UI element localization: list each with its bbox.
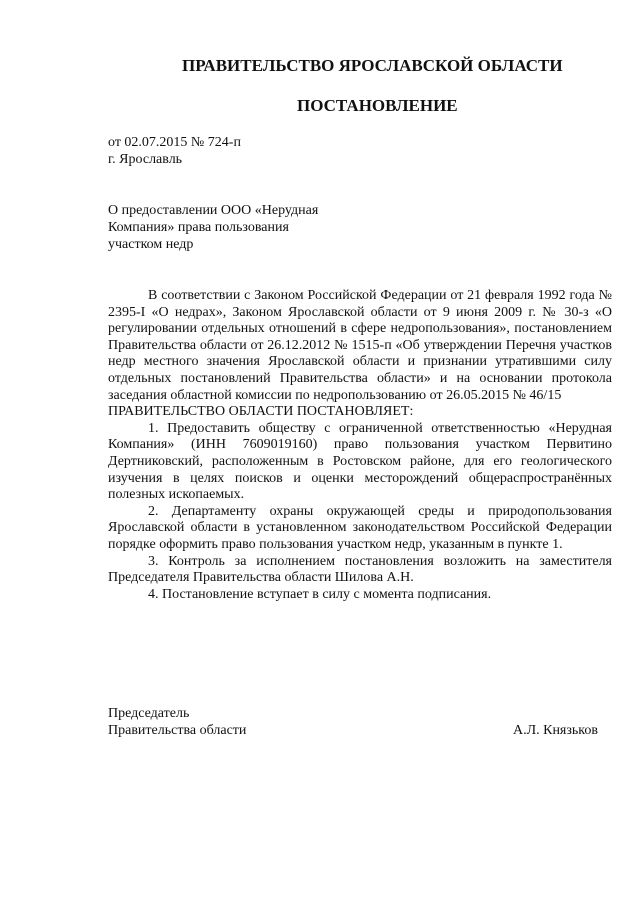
- subject-line: О предоставлении ООО «Нерудная: [108, 203, 319, 218]
- signer-name: А.Л. Князьков: [513, 723, 598, 738]
- item-paragraph: 3. Контроль за исполнением постановления возложить на заместителя Председателя Правительства области Шилова А.Н.: [108, 553, 612, 586]
- document-subject: [108, 202, 368, 253]
- city: г. Ярославль: [108, 152, 183, 167]
- subject-line: Компания» права пользования: [108, 220, 289, 235]
- document-body: [108, 288, 612, 603]
- preamble-paragraph: В соответствии с Законом Российской Федерации от 21 февраля 1992 года № 2395-I «О недрах», Законом Ярославской области от 9 июня 2009 г. № 30-з «О регулировании отдельных отношений в сфере недропользования», постановлением Правительства области от 26.12.2012 № 1515-п «Об утверждении Перечня участков недр местного значения Ярославской области и признании утратившими силу отдельных постановлений Правительства области» и на основании протокола заседания областной комиссии по недропользованию от 26.05.2015 № 46/15: [108, 288, 612, 403]
- item-paragraph: 1. Предоставить обществу с ограниченной ответственностью «Нерудная Компания» (ИНН 7609019160) право пользования участком Первитино Дертниковский, расположенным в Ростовском районе, для его геологического изучения в целях поисков и оценки месторождений общераспространённых полезных ископаемых.: [108, 420, 612, 503]
- signer-title-line1: Председатель: [108, 706, 190, 721]
- resolves-line: ПРАВИТЕЛЬСТВО ОБЛАСТИ ПОСТАНОВЛЯЕТ:: [108, 404, 414, 420]
- subject-line: участком недр: [108, 237, 194, 252]
- government-heading: ПРАВИТЕЛЬСТВО ЯРОСЛАВСКОЙ ОБЛАСТИ: [182, 56, 563, 75]
- signature-row: [108, 722, 598, 739]
- date-number: от 02.07.2015 № 724-п: [108, 135, 241, 150]
- item-paragraph: 2. Департаменту охраны окружающей среды и природопользования Ярославской области в установленном законодательством Российской Федерации порядке оформить право пользования участком недр, указанным в пункте 1.: [108, 503, 612, 552]
- document-meta: [108, 134, 241, 168]
- document-type-heading: ПОСТАНОВЛЕНИЕ: [297, 96, 458, 115]
- signature-block: [108, 705, 598, 739]
- item-paragraph: 4. Постановление вступает в силу с момента подписания.: [148, 586, 492, 602]
- signer-title-line2: Правительства области: [108, 723, 247, 738]
